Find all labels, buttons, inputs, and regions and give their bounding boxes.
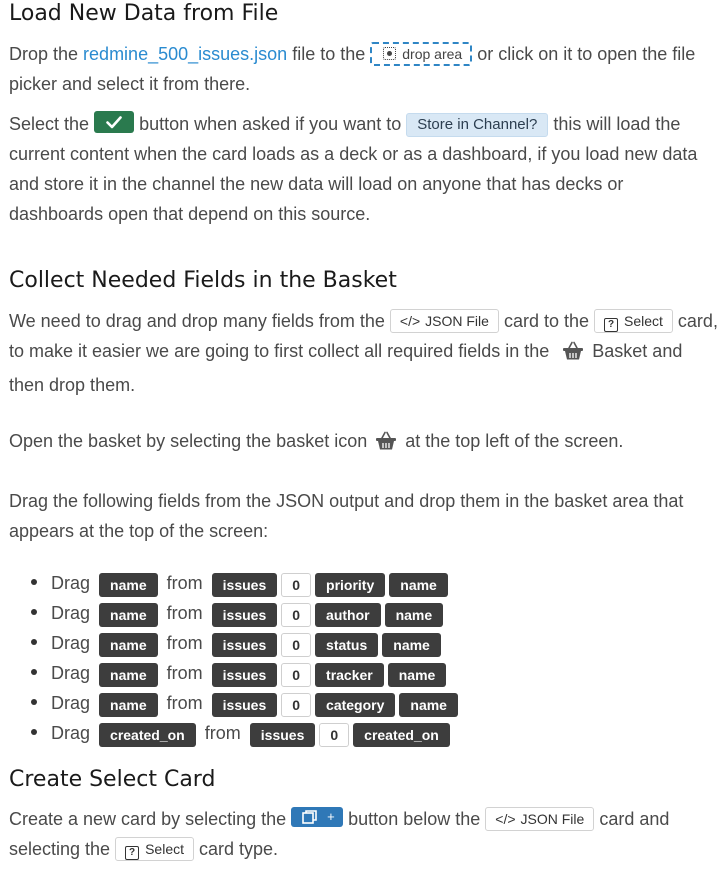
path-token: issues [212, 603, 278, 627]
paragraph-create-card [9, 804, 721, 864]
from-word: from [166, 633, 203, 653]
path-token: 0 [281, 603, 311, 627]
path-token: 0 [281, 573, 311, 597]
bullet [31, 609, 37, 615]
path-token: status [315, 633, 378, 657]
chip-label: JSON File [520, 811, 585, 827]
path-token: issues [250, 723, 316, 747]
text: Drop the [9, 44, 84, 64]
bullet [31, 639, 37, 645]
drag-list-item [31, 568, 721, 598]
drag-word: Drag [51, 693, 91, 713]
basket-icon [562, 340, 584, 370]
field-token[interactable]: name [99, 633, 158, 657]
heading-collect-fields: Collect Needed Fields in the Basket [9, 268, 397, 293]
field-token[interactable]: name [99, 663, 158, 687]
drag-word: Drag [51, 663, 91, 683]
path-token: 0 [319, 723, 349, 747]
text: this will load the current content when the card loads as a deck or as a dashboard, if you load new data and store it in the channel the new data will load on anyone that has decks or dashboards open that depend on this source. [9, 114, 698, 224]
drag-word: Drag [51, 573, 91, 593]
path-token: author [315, 603, 381, 627]
drag-word: Drag [51, 633, 91, 653]
path-token: name [382, 633, 441, 657]
drag-field-list [9, 568, 721, 748]
text: button when asked if you want to [134, 114, 407, 134]
drop-area[interactable] [370, 42, 472, 66]
drag-list-item [31, 658, 721, 688]
bullet [31, 579, 37, 585]
text: card and selecting the [9, 809, 670, 859]
path-token: name [389, 573, 448, 597]
store-in-channel-badge: Store in Channel? [406, 113, 548, 137]
confirm-check-button[interactable] [94, 111, 134, 133]
drag-word: Drag [51, 603, 91, 623]
check-icon [106, 115, 122, 129]
text: card, to make it easier we are going to first collect all required fields in the [9, 311, 718, 361]
paragraph-drag-following: Drag the following fields from the JSON output and drop them in the basket area that appears at the top of the screen: [9, 491, 684, 541]
drag-list-item [31, 718, 721, 748]
path-token: tracker [315, 663, 384, 687]
path-token: priority [315, 573, 385, 597]
code-icon: </> [399, 313, 421, 329]
from-word: from [166, 573, 203, 593]
field-token[interactable]: created_on [99, 723, 196, 747]
basket-icon [375, 430, 397, 460]
bullet [31, 699, 37, 705]
heading-load-new-data: Load New Data from File [9, 1, 279, 26]
paragraph-drop-file [9, 39, 721, 99]
path-token: name [388, 663, 447, 687]
text: card to the [498, 311, 594, 331]
drop-area-icon [383, 47, 396, 60]
path-token: issues [212, 663, 278, 687]
path-token: name [399, 693, 458, 717]
select-card-chip [115, 837, 194, 861]
drag-list-item [31, 598, 721, 628]
field-token[interactable]: name [99, 573, 158, 597]
path-token: category [315, 693, 395, 717]
path-token: name [385, 603, 444, 627]
code-icon: </> [495, 811, 516, 827]
text: or click on it to open the file picker and select it from there. [9, 44, 696, 94]
chip-label: Select [624, 313, 663, 329]
bullet [31, 669, 37, 675]
new-card-button[interactable] [291, 807, 343, 827]
text: at the top left of the screen. [405, 431, 624, 451]
chip-label: Select [145, 841, 184, 857]
from-word: from [166, 603, 203, 623]
drag-list-item [31, 688, 721, 718]
drop-area-label: drop area [402, 46, 463, 62]
chip-label: JSON File [425, 313, 489, 329]
drag-word: Drag [51, 723, 91, 743]
heading-create-select-card: Create Select Card [9, 767, 216, 792]
paragraph-open-basket [9, 426, 721, 460]
text: Open the basket by selecting the basket icon [9, 431, 368, 451]
path-token: 0 [281, 663, 311, 687]
path-token: 0 [281, 693, 311, 717]
path-token: issues [212, 573, 278, 597]
text: Basket and then drop them. [9, 341, 683, 395]
paragraph-drag-fields [9, 306, 721, 400]
from-word: from [166, 663, 203, 683]
question-icon: ? [125, 846, 139, 860]
path-token: 0 [281, 633, 311, 657]
text: We need to drag and drop many fields from the [9, 311, 390, 331]
drag-list-item [31, 628, 721, 658]
json-file-card-chip [485, 807, 594, 831]
from-word: from [204, 723, 241, 743]
field-token[interactable]: name [99, 603, 158, 627]
text: Select the [9, 114, 95, 134]
bullet [31, 729, 37, 735]
plus-icon: + [327, 809, 335, 824]
json-file-card-chip [390, 309, 499, 333]
field-token[interactable]: name [99, 693, 158, 717]
copy-icon [302, 810, 318, 824]
select-card-chip [594, 309, 673, 333]
text: card type. [194, 839, 279, 859]
path-token: created_on [353, 723, 450, 747]
path-token: issues [212, 633, 278, 657]
text: button below the [343, 809, 486, 829]
file-link[interactable]: redmine_500_issues.json [83, 44, 288, 64]
text: file to the [287, 44, 371, 64]
text: Create a new card by selecting the [9, 809, 292, 829]
question-icon: ? [604, 318, 618, 332]
path-token: issues [212, 693, 278, 717]
paragraph-store-in-channel [9, 109, 721, 229]
from-word: from [166, 693, 203, 713]
